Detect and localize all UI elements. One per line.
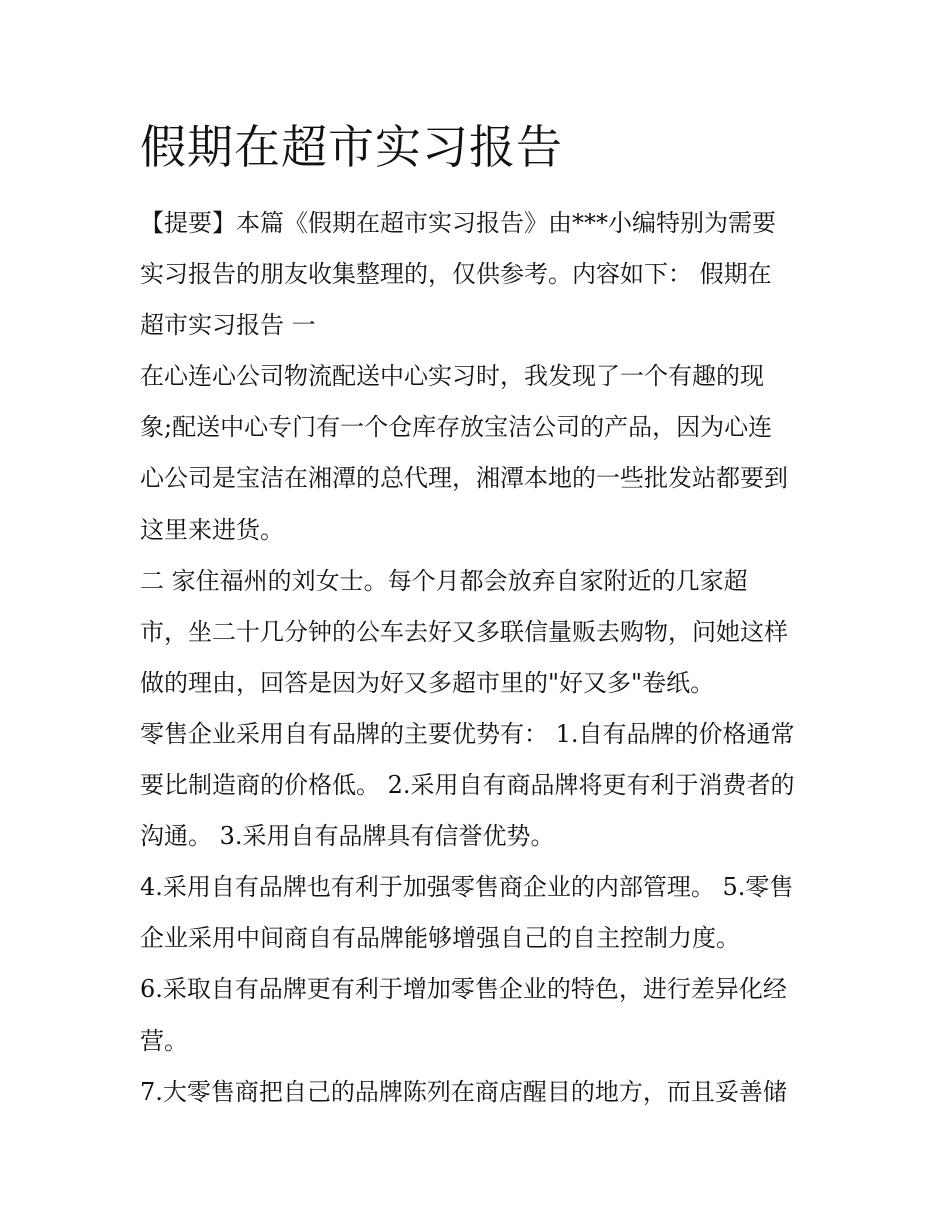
text-line: 沟通。 3.采用自有品牌具有信誉优势。: [140, 822, 555, 851]
text-line: 营。: [140, 1026, 188, 1055]
text-line: 零售企业采用自有品牌的主要优势有： 1.自有品牌的价格通常: [140, 719, 795, 748]
text-line: 4.采用自有品牌也有利于加强零售商企业的内部管理。 5.零售: [140, 873, 794, 902]
text-line: 【提要】本篇《假期在超市实习报告》由***小编特别为需要: [140, 209, 776, 237]
text-line: 实习报告的朋友收集整理的，仅供参考。内容如下： 假期在: [140, 260, 772, 289]
text-line: 市，坐二十几分钟的公车去好又多联信量贩去购物，问她这样: [140, 617, 788, 646]
text-line: 心公司是宝洁在湘潭的总代理，湘潭本地的一些批发站都要到: [140, 464, 788, 493]
text-line: 象;配送中心专门有一个仓库存放宝洁公司的产品，因为心连: [140, 413, 773, 442]
text-line: 要比制造商的价格低。 2.采用自有商品牌将更有利于消费者的: [140, 771, 795, 800]
text-line: 企业采用中间商自有品牌能够增强自己的自主控制力度。: [140, 924, 740, 953]
text-line: 6.采取自有品牌更有利于增加零售企业的特色，进行差异化经: [140, 975, 787, 1004]
text-line: 在心连心公司物流配送中心实习时，我发现了一个有趣的现: [140, 362, 764, 391]
text-line: 二 家住福州的刘女士。每个月都会放弃自家附近的几家超: [140, 566, 748, 595]
text-line: 超市实习报告 一: [140, 311, 316, 340]
text-line: 这里来进货。: [140, 515, 284, 544]
text-line: 做的理由，回答是因为好又多超市里的"好又多"卷纸。: [140, 668, 715, 697]
document-body: [140, 198, 820, 1118]
document-title: 假期在超市实习报告: [140, 120, 563, 174]
text-line: 7.大零售商把自己的品牌陈列在商店醒目的地方，而且妥善储: [140, 1077, 787, 1106]
